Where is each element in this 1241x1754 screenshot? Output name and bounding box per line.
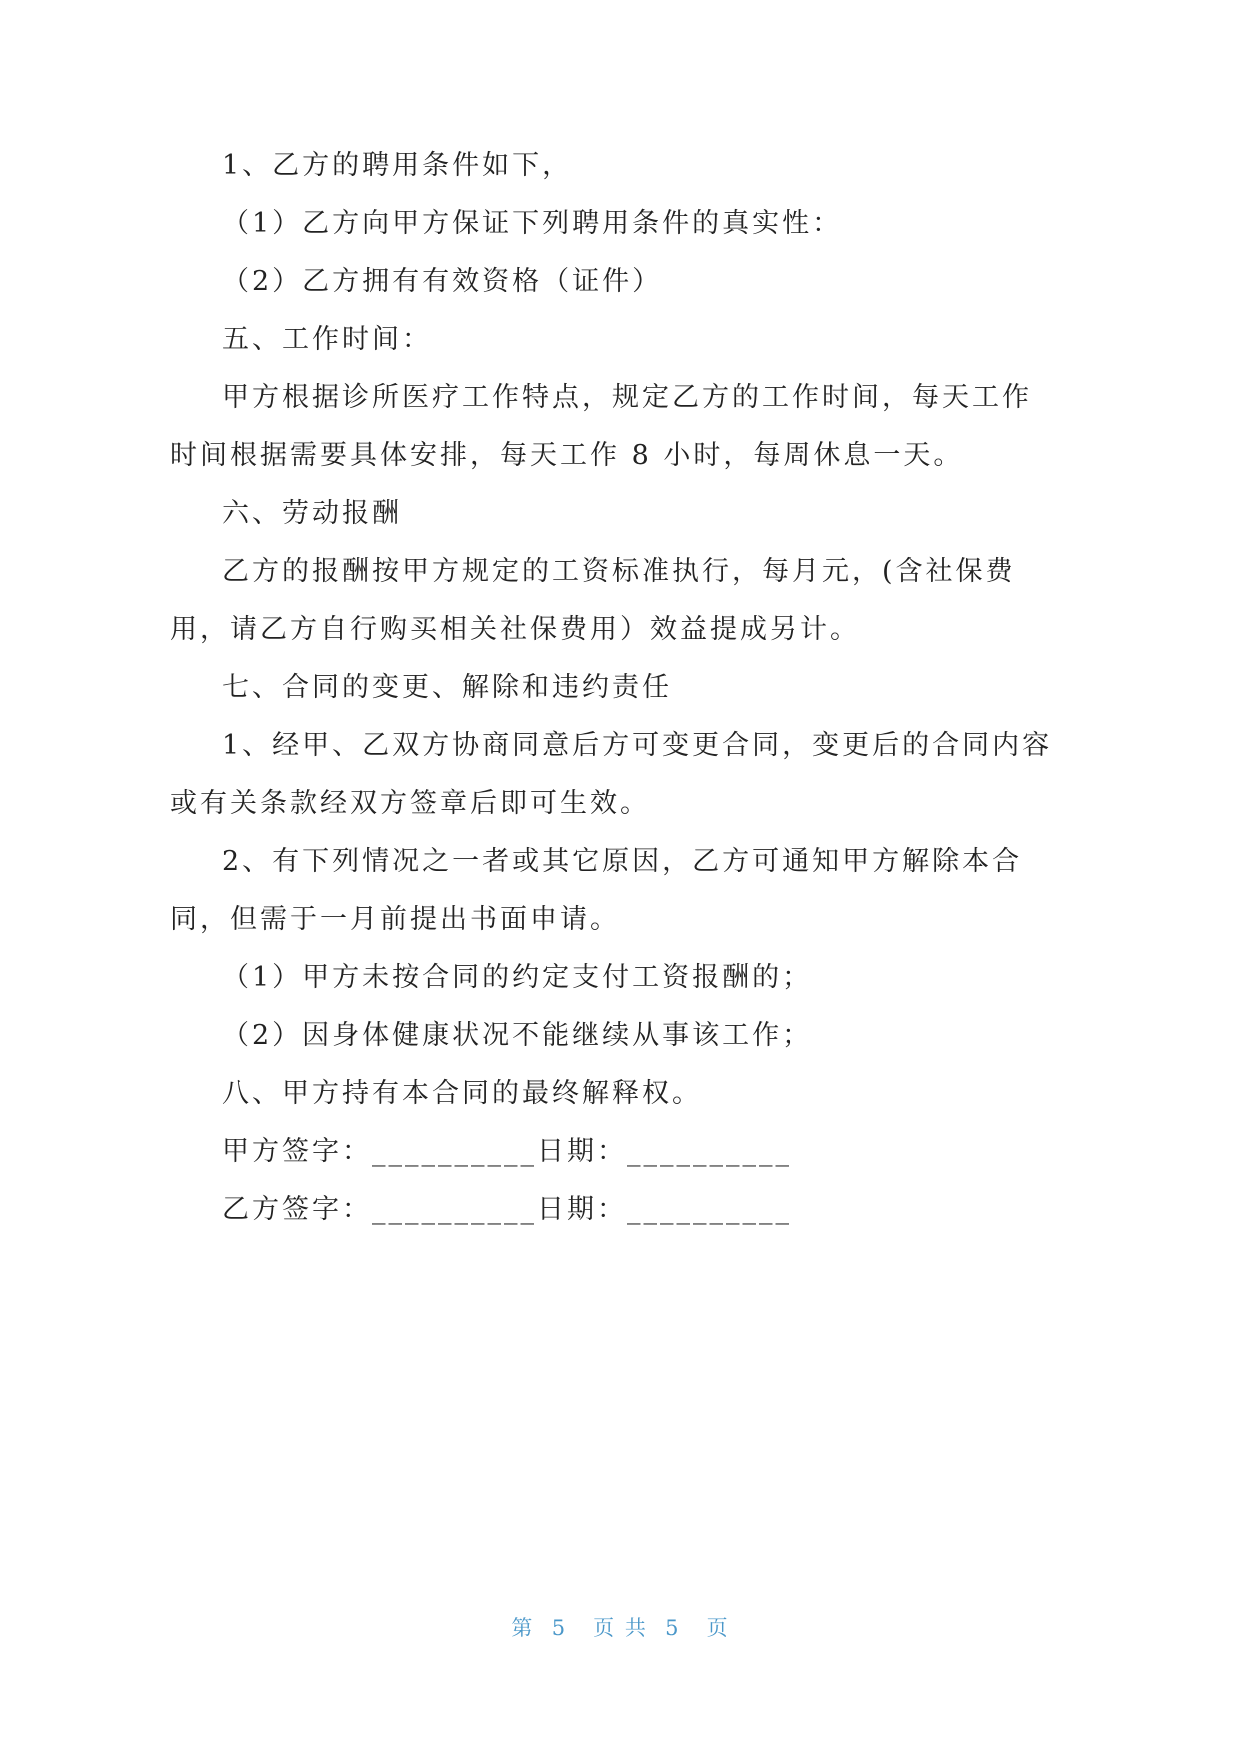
clause-7-2-line-1: 2、有下列情况之一者或其它原因，乙方可通知甲方解除本合 <box>222 846 1023 877</box>
section-5-heading: 五、工作时间： <box>222 324 432 355</box>
clause-7-2-1: （1）甲方未按合同的约定支付工资报酬的； <box>222 962 813 993</box>
section-6-text-line-1: 乙方的报酬按甲方规定的工资标准执行，每月元，(含社保费 <box>222 556 1016 587</box>
section-7-heading: 七、合同的变更、解除和违约责任 <box>222 672 672 703</box>
section-5-text-line-2: 时间根据需要具体安排，每天工作 8 小时，每周休息一天。 <box>170 440 964 471</box>
section-5-text-line-1: 甲方根据诊所医疗工作特点，规定乙方的工作时间，每天工作 <box>222 382 1032 413</box>
clause-7-1-line-2: 或有关条款经双方签章后即可生效。 <box>170 788 650 819</box>
section-6-text-line-2: 用，请乙方自行购买相关社保费用）效益提成另计。 <box>170 614 860 645</box>
party-b-signature-line: 乙方签字：__________日期：__________ <box>222 1194 792 1225</box>
clause-7-2-line-2: 同，但需于一月前提出书面申请。 <box>170 904 620 935</box>
section-6-heading: 六、劳动报酬 <box>222 498 402 529</box>
clause-7-2-2: （2）因身体健康状况不能继续从事该工作； <box>222 1020 813 1051</box>
clause-7-1-line-1: 1、经甲、乙双方协商同意后方可变更合同，变更后的合同内容 <box>222 730 1053 761</box>
clause-4-1-1: （1）乙方向甲方保证下列聘用条件的真实性： <box>222 208 843 239</box>
party-a-signature-line: 甲方签字：__________日期：__________ <box>222 1136 792 1167</box>
page-number-footer: 第 5 页 共 5 页 <box>511 1616 730 1640</box>
clause-4-1: 1、乙方的聘用条件如下， <box>222 150 573 181</box>
section-8-text: 八、甲方持有本合同的最终解释权。 <box>222 1078 702 1109</box>
clause-4-1-2: （2）乙方拥有有效资格（证件） <box>222 266 663 297</box>
